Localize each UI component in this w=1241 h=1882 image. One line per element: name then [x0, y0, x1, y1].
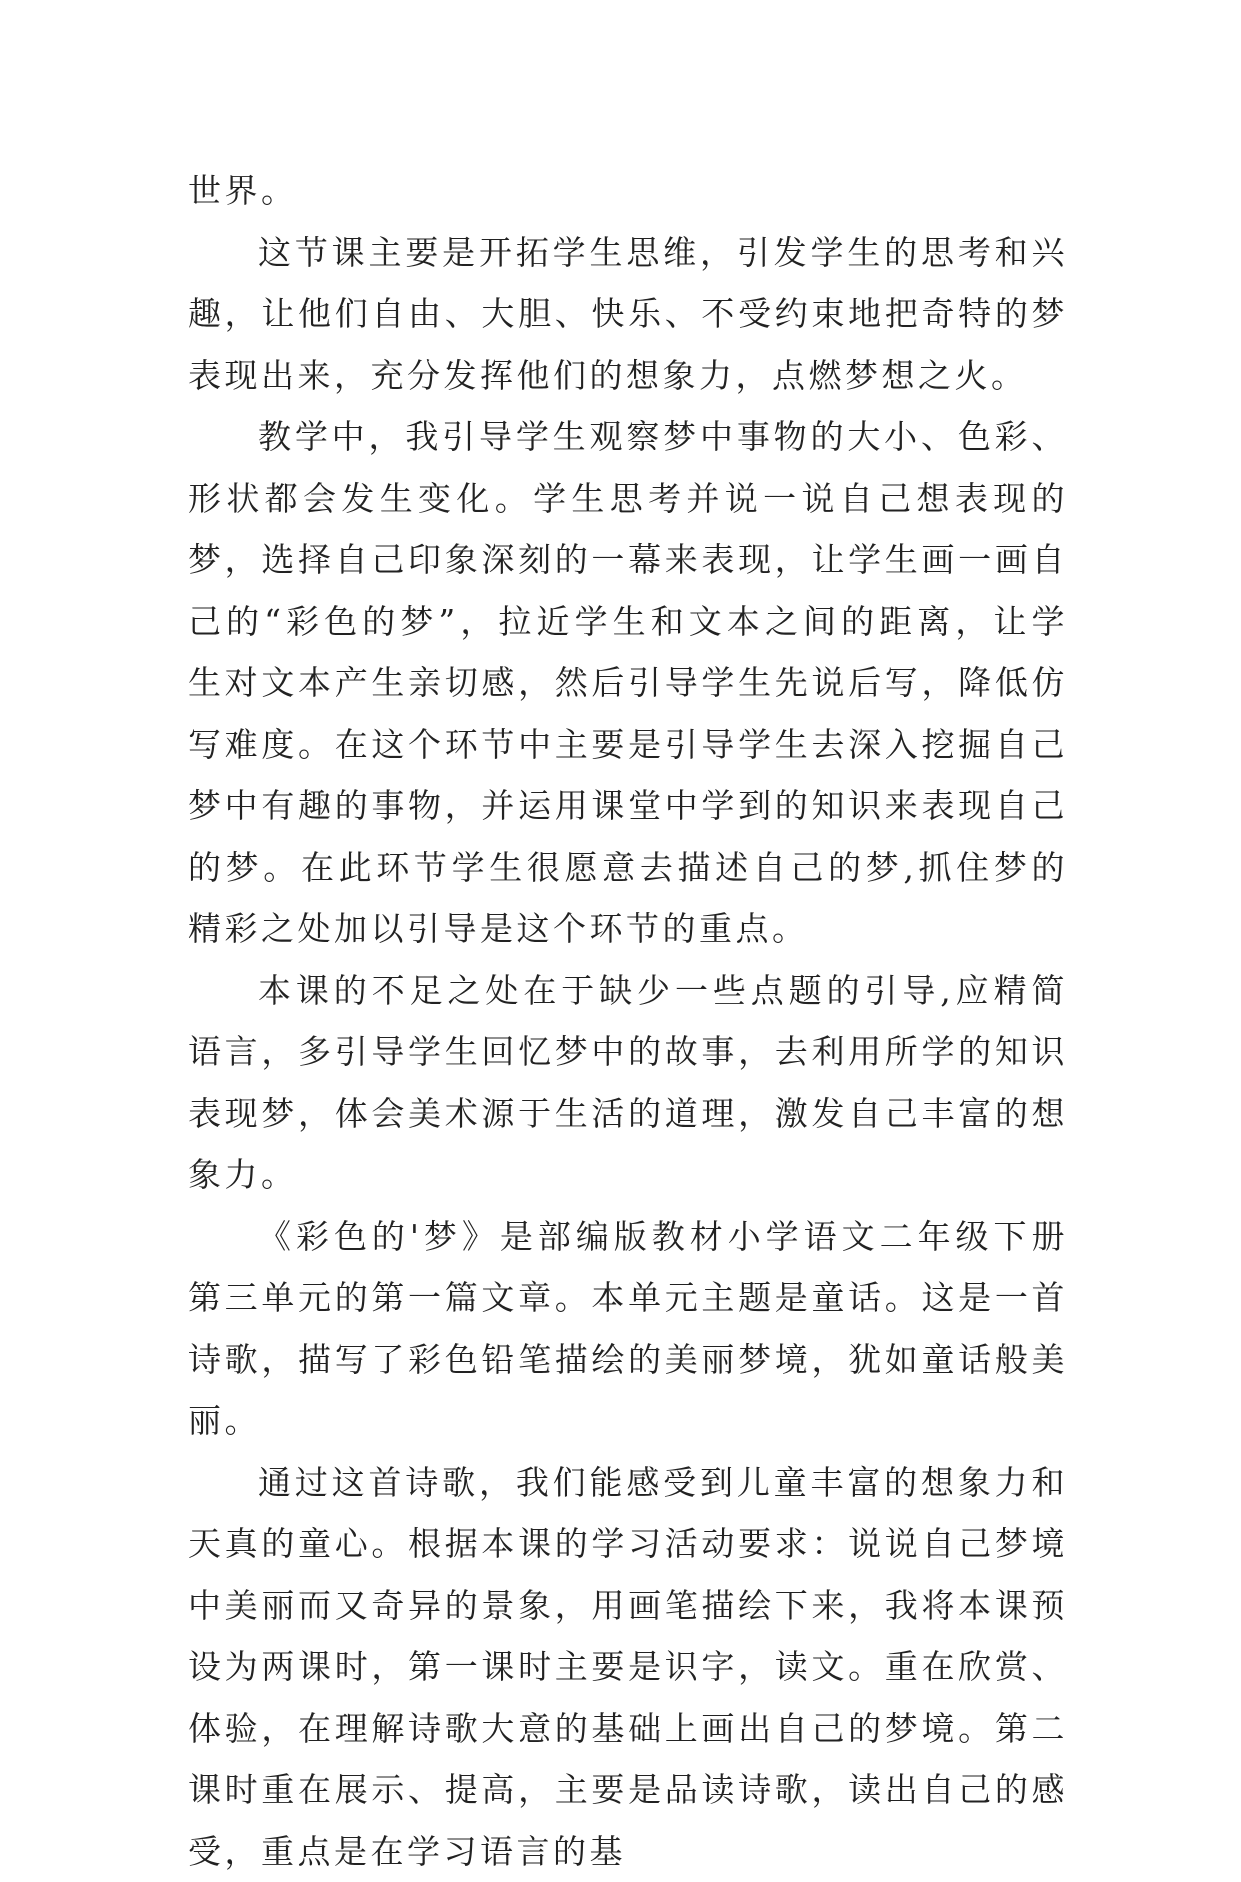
paragraph-continuation: 世界。: [188, 160, 1068, 222]
paragraph: 通过这首诗歌，我们能感受到儿童丰富的想象力和天真的童心。根据本课的学习活动要求：说说自己梦境中美丽而又奇异的景象，用画笔描绘下来，我将本课预设为两课时，第一课时主要是识字，读文。重在欣赏、体验，在理解诗歌大意的基础上画出自己的梦境。第二课时重在展示、提高，主要是品读诗歌，读出自己的感受，重点是在学习语言的基: [188, 1452, 1068, 1882]
paragraph: 教学中，我引导学生观察梦中事物的大小、色彩、形状都会发生变化。学生思考并说一说自己想表现的梦，选择自己印象深刻的一幕来表现，让学生画一画自己的“彩色的梦”，拉近学生和文本之间的距离，让学生对文本产生亲切感，然后引导学生先说后写，降低仿写难度。在这个环节中主要是引导学生去深入挖掘自己梦中有趣的事物，并运用课堂中学到的知识来表现自己的梦。在此环节学生很愿意去描述自己的梦,抓住梦的精彩之处加以引导是这个环节的重点。: [188, 406, 1068, 960]
paragraph: 本课的不足之处在于缺少一些点题的引导,应精简语言，多引导学生回忆梦中的故事，去利用所学的知识表现梦，体会美术源于生活的道理，激发自己丰富的想象力。: [188, 960, 1068, 1206]
document-body: [188, 160, 1068, 1882]
paragraph: 这节课主要是开拓学生思维，引发学生的思考和兴趣，让他们自由、大胆、快乐、不受约束地把奇特的梦表现出来，充分发挥他们的想象力，点燃梦想之火。: [188, 222, 1068, 407]
paragraph: 《彩色的'梦》是部编版教材小学语文二年级下册第三单元的第一篇文章。本单元主题是童话。这是一首诗歌，描写了彩色铅笔描绘的美丽梦境，犹如童话般美丽。: [188, 1206, 1068, 1452]
